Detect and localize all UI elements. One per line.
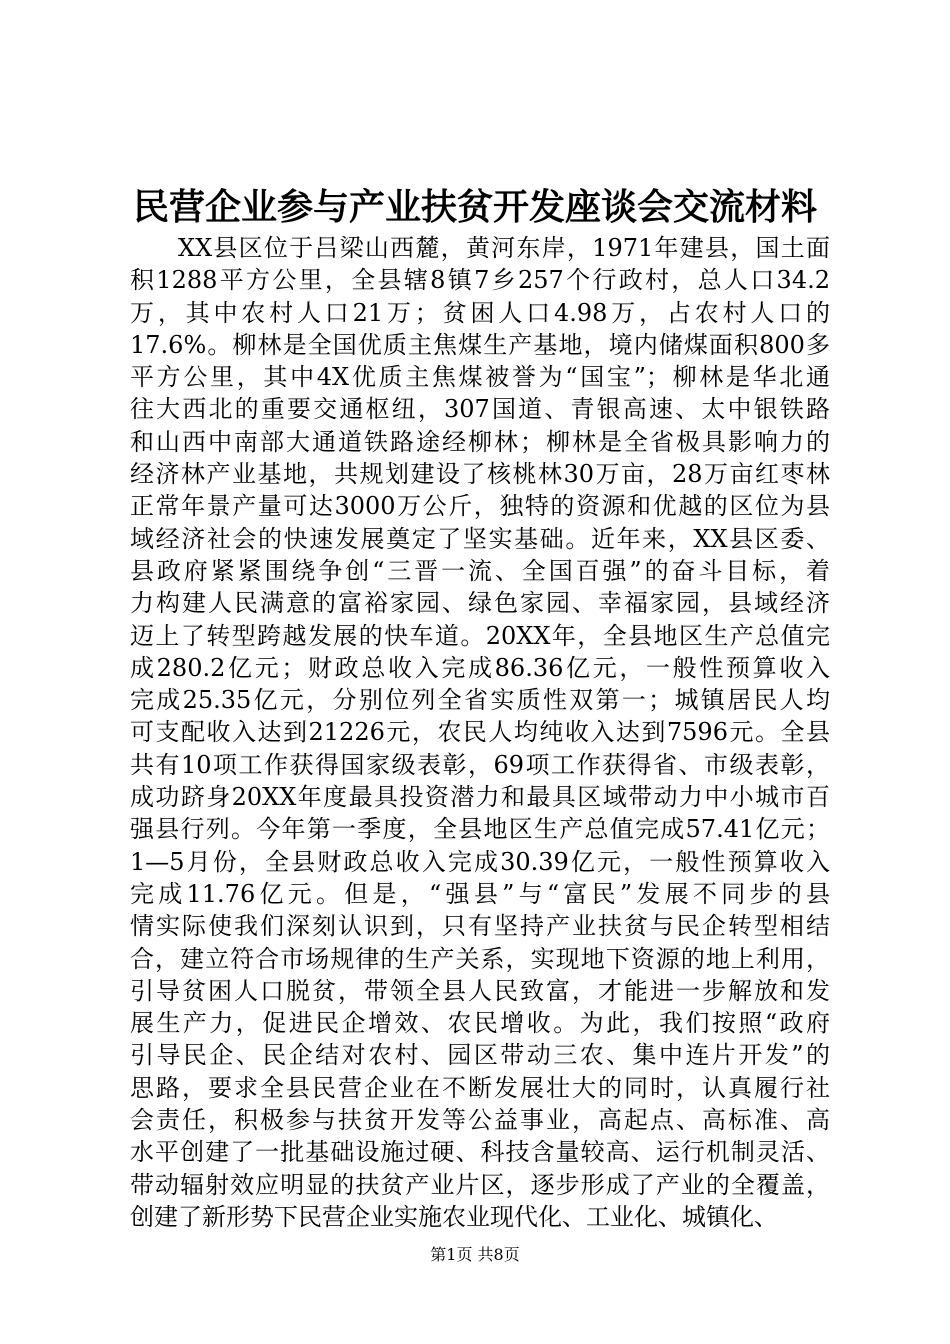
- paragraph-line: 思路，要求全县民营企业在不断发展壮大的同时，认真履行社: [130, 1073, 830, 1102]
- paragraph-line: 1—5月份，全县财政总收入完成30.39亿元，一般性预算收入: [130, 847, 830, 876]
- paragraph-line: 情实际使我们深刻认识到，只有坚持产业扶贫与民企转型相结: [130, 912, 830, 941]
- paragraph-line: 完成11.76亿元。但是，“强县”与“富民”发展不同步的县: [130, 879, 830, 908]
- paragraph-line: 平方公里，其中4X优质主焦煤被誉为“国宝”；柳林是华北通: [130, 363, 830, 392]
- paragraph-line: 域经济社会的快速发展奠定了坚实基础。近年来，XX县区委、: [130, 524, 830, 553]
- paragraph-line: 合，建立符合市场规律的生产关系，实现地下资源的地上利用，: [130, 944, 830, 973]
- paragraph-line: 带动辐射效应明显的扶贫产业片区，逐步形成了产业的全覆盖，: [130, 1170, 830, 1199]
- paragraph-line: 往大西北的重要交通枢纽，307国道、青银高速、太中银铁路: [130, 395, 830, 424]
- paragraph-line: 成功跻身20XX年度最具投资潜力和最具区域带动力中小城市百: [130, 783, 830, 812]
- paragraph-line: 迈上了转型跨越发展的快车道。20XX年，全县地区生产总值完: [130, 621, 830, 650]
- paragraph-line: 17.6%。柳林是全国优质主焦煤生产基地，境内储煤面积800多: [130, 330, 830, 359]
- paragraph-line: 力构建人民满意的富裕家园、绿色家园、幸福家园，县域经济: [130, 589, 830, 618]
- paragraph-line: 引导贫困人口脱贫，带领全县人民致富，才能进一步解放和发: [130, 976, 830, 1005]
- paragraph-line: 水平创建了一批基础设施过硬、科技含量较高、运行机制灵活、: [130, 1138, 830, 1167]
- paragraph-line: 经济林产业基地，共规划建设了核桃林30万亩，28万亩红枣林: [130, 460, 830, 489]
- paragraph-line: 引导民企、民企结对农村、园区带动三农、集中连片开发”的: [130, 1041, 830, 1070]
- paragraph-line: 强县行列。今年第一季度，全县地区生产总值完成57.41亿元；: [130, 815, 830, 844]
- paragraph-line: 万，其中农村人口21万；贫困人口4.98万，占农村人口的: [130, 298, 830, 327]
- paragraph-line: 完成25.35亿元，分别位列全省实质性双第一；城镇居民人均: [130, 686, 830, 715]
- paragraph-line: 展生产力，促进民企增效、农民增收。为此，我们按照“政府: [130, 1009, 830, 1038]
- document-title: 民营企业参与产业扶贫开发座谈会交流材料: [132, 186, 817, 228]
- paragraph-line: 共有10项工作获得国家级表彰，69项工作获得省、市级表彰，: [130, 750, 830, 779]
- body-paragraph: [130, 232, 830, 1233]
- paragraph-line: 创建了新形势下民营企业实施农业现代化、工业化、城镇化、: [130, 1202, 778, 1231]
- paragraph-line: 和山西中南部大通道铁路途经柳林；柳林是全省极具影响力的: [130, 427, 830, 456]
- paragraph-line: XX县区位于吕梁山西麓，黄河东岸，1971年建县，国土面: [178, 234, 830, 262]
- page-footer: 第1页 共8页: [430, 1245, 520, 1264]
- paragraph-line: 积1288平方公里，全县辖8镇7乡257个行政村，总人口34.2: [130, 266, 830, 295]
- paragraph-line: 成280.2亿元；财政总收入完成86.36亿元，一般性预算收入: [130, 653, 830, 682]
- paragraph-line: 县政府紧紧围绕争创“三晋一流、全国百强”的奋斗目标，着: [130, 556, 830, 585]
- paragraph-line: 可支配收入达到21226元，农民人均纯收入达到7596元。全县: [130, 718, 830, 747]
- paragraph-line: 正常年景产量可达3000万公斤，独特的资源和优越的区位为县: [130, 492, 830, 521]
- paragraph-line: 会责任，积极参与扶贫开发等公益事业，高起点、高标准、高: [130, 1106, 830, 1135]
